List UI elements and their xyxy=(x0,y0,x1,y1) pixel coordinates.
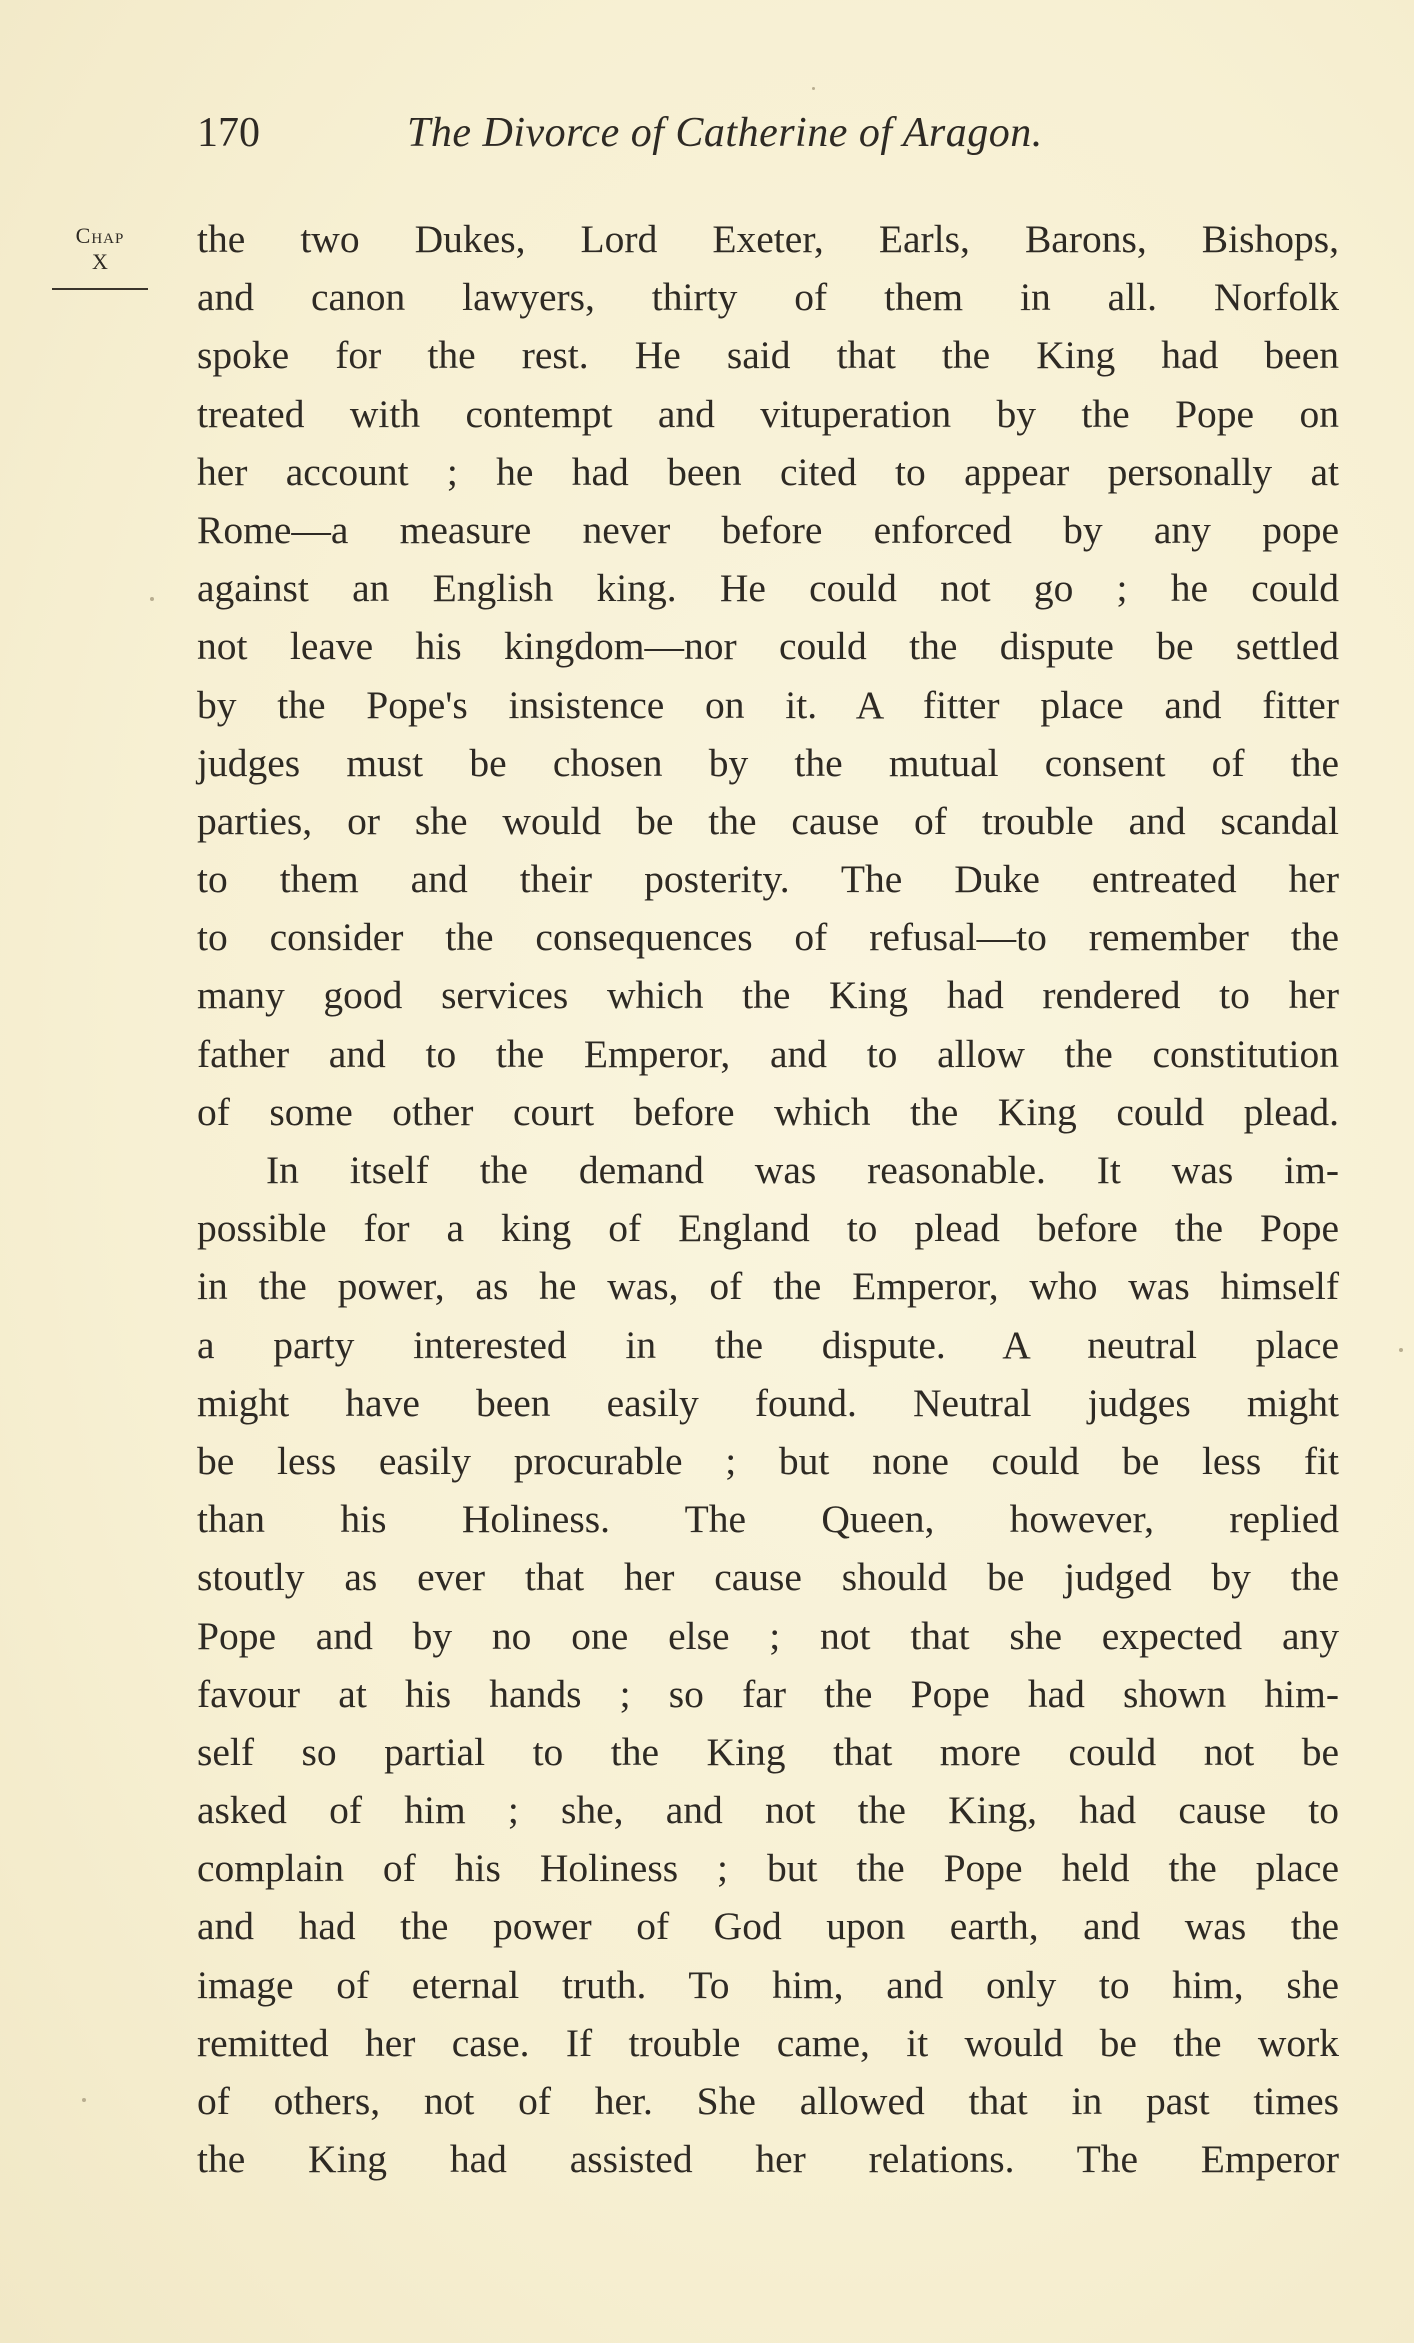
text-line: spoke for the rest. He said that the King had been xyxy=(197,333,1339,378)
text-line: parties, or she would be the cause of trouble and scandal xyxy=(197,798,1339,843)
paper-speck xyxy=(150,597,154,601)
text-line: not leave his kingdom—nor could the dispute be settled xyxy=(197,624,1339,669)
text-line: by the Pope's insistence on it. A fitter place and fitter xyxy=(197,682,1339,727)
text-line: treated with contempt and vituperation by the Pope on xyxy=(197,391,1339,436)
text-line: the King had assisted her relations. The Emperor xyxy=(197,2137,1339,2182)
text-line: and had the power of God upon earth, and was the xyxy=(197,1904,1339,1949)
text-line-paragraph-start: In itself the demand was reasonable. It was im- xyxy=(266,1148,1339,1192)
chapter-rule xyxy=(52,288,148,290)
text-line: of others, not of her. She allowed that in past times xyxy=(197,2079,1339,2123)
text-line: in the power, as he was, of the Emperor, who was himself xyxy=(197,1264,1339,1309)
text-line: father and to the Emperor, and to allow the constitution xyxy=(197,1031,1339,1076)
text-line: a party interested in the dispute. A neutral place xyxy=(197,1322,1339,1367)
chapter-marginal-note xyxy=(50,222,150,290)
text-line: complain of his Holiness ; but the Pope held the place xyxy=(197,1846,1339,1891)
page-header xyxy=(197,103,1337,163)
text-line: and canon lawyers, thirty of them in all. Norfolk xyxy=(197,275,1339,320)
chapter-number: X xyxy=(92,249,108,274)
running-title: The Divorce of Catherine of Aragon. xyxy=(407,110,1043,156)
text-line: many good services which the King had rendered to her xyxy=(197,973,1339,1018)
text-line: favour at his hands ; so far the Pope had shown him- xyxy=(197,1671,1339,1716)
paper-speck xyxy=(82,2098,86,2102)
chapter-label: Chap xyxy=(75,223,125,248)
text-line: judges must be chosen by the mutual consent of the xyxy=(197,740,1339,785)
body-text xyxy=(197,210,1339,2188)
paper-speck xyxy=(812,87,815,90)
text-line: Rome—a measure never before enforced by any pope xyxy=(197,507,1339,552)
text-line: her account ; he had been cited to appear personally at xyxy=(197,449,1339,494)
text-line: be less easily procurable ; but none could be less fit xyxy=(197,1438,1339,1483)
text-line: the two Dukes, Lord Exeter, Earls, Barons, Bishops, xyxy=(197,217,1339,261)
text-line: image of eternal truth. To him, and only to him, she xyxy=(197,1962,1339,2007)
text-line: than his Holiness. The Queen, however, replied xyxy=(197,1497,1339,1542)
text-line: to consider the consequences of refusal—to remember the xyxy=(197,915,1339,960)
text-line: against an English king. He could not go ; he could xyxy=(197,566,1339,611)
page-number: 170 xyxy=(197,110,260,156)
text-line: possible for a king of England to plead before the Pope xyxy=(197,1206,1339,1251)
text-line: might have been easily found. Neutral judges might xyxy=(197,1380,1339,1425)
text-line: stoutly as ever that her cause should be judged by the xyxy=(197,1555,1339,1600)
text-line: to them and their posterity. The Duke entreated her xyxy=(197,857,1339,902)
paper-speck xyxy=(1399,1348,1403,1352)
text-line: self so partial to the King that more could not be xyxy=(197,1729,1339,1774)
text-line: Pope and by no one else ; not that she expected any xyxy=(197,1613,1339,1658)
text-line: remitted her case. If trouble came, it would be the work xyxy=(197,2020,1339,2065)
text-line: of some other court before which the King could plead. xyxy=(197,1089,1339,1134)
text-line: asked of him ; she, and not the King, had cause to xyxy=(197,1788,1339,1833)
